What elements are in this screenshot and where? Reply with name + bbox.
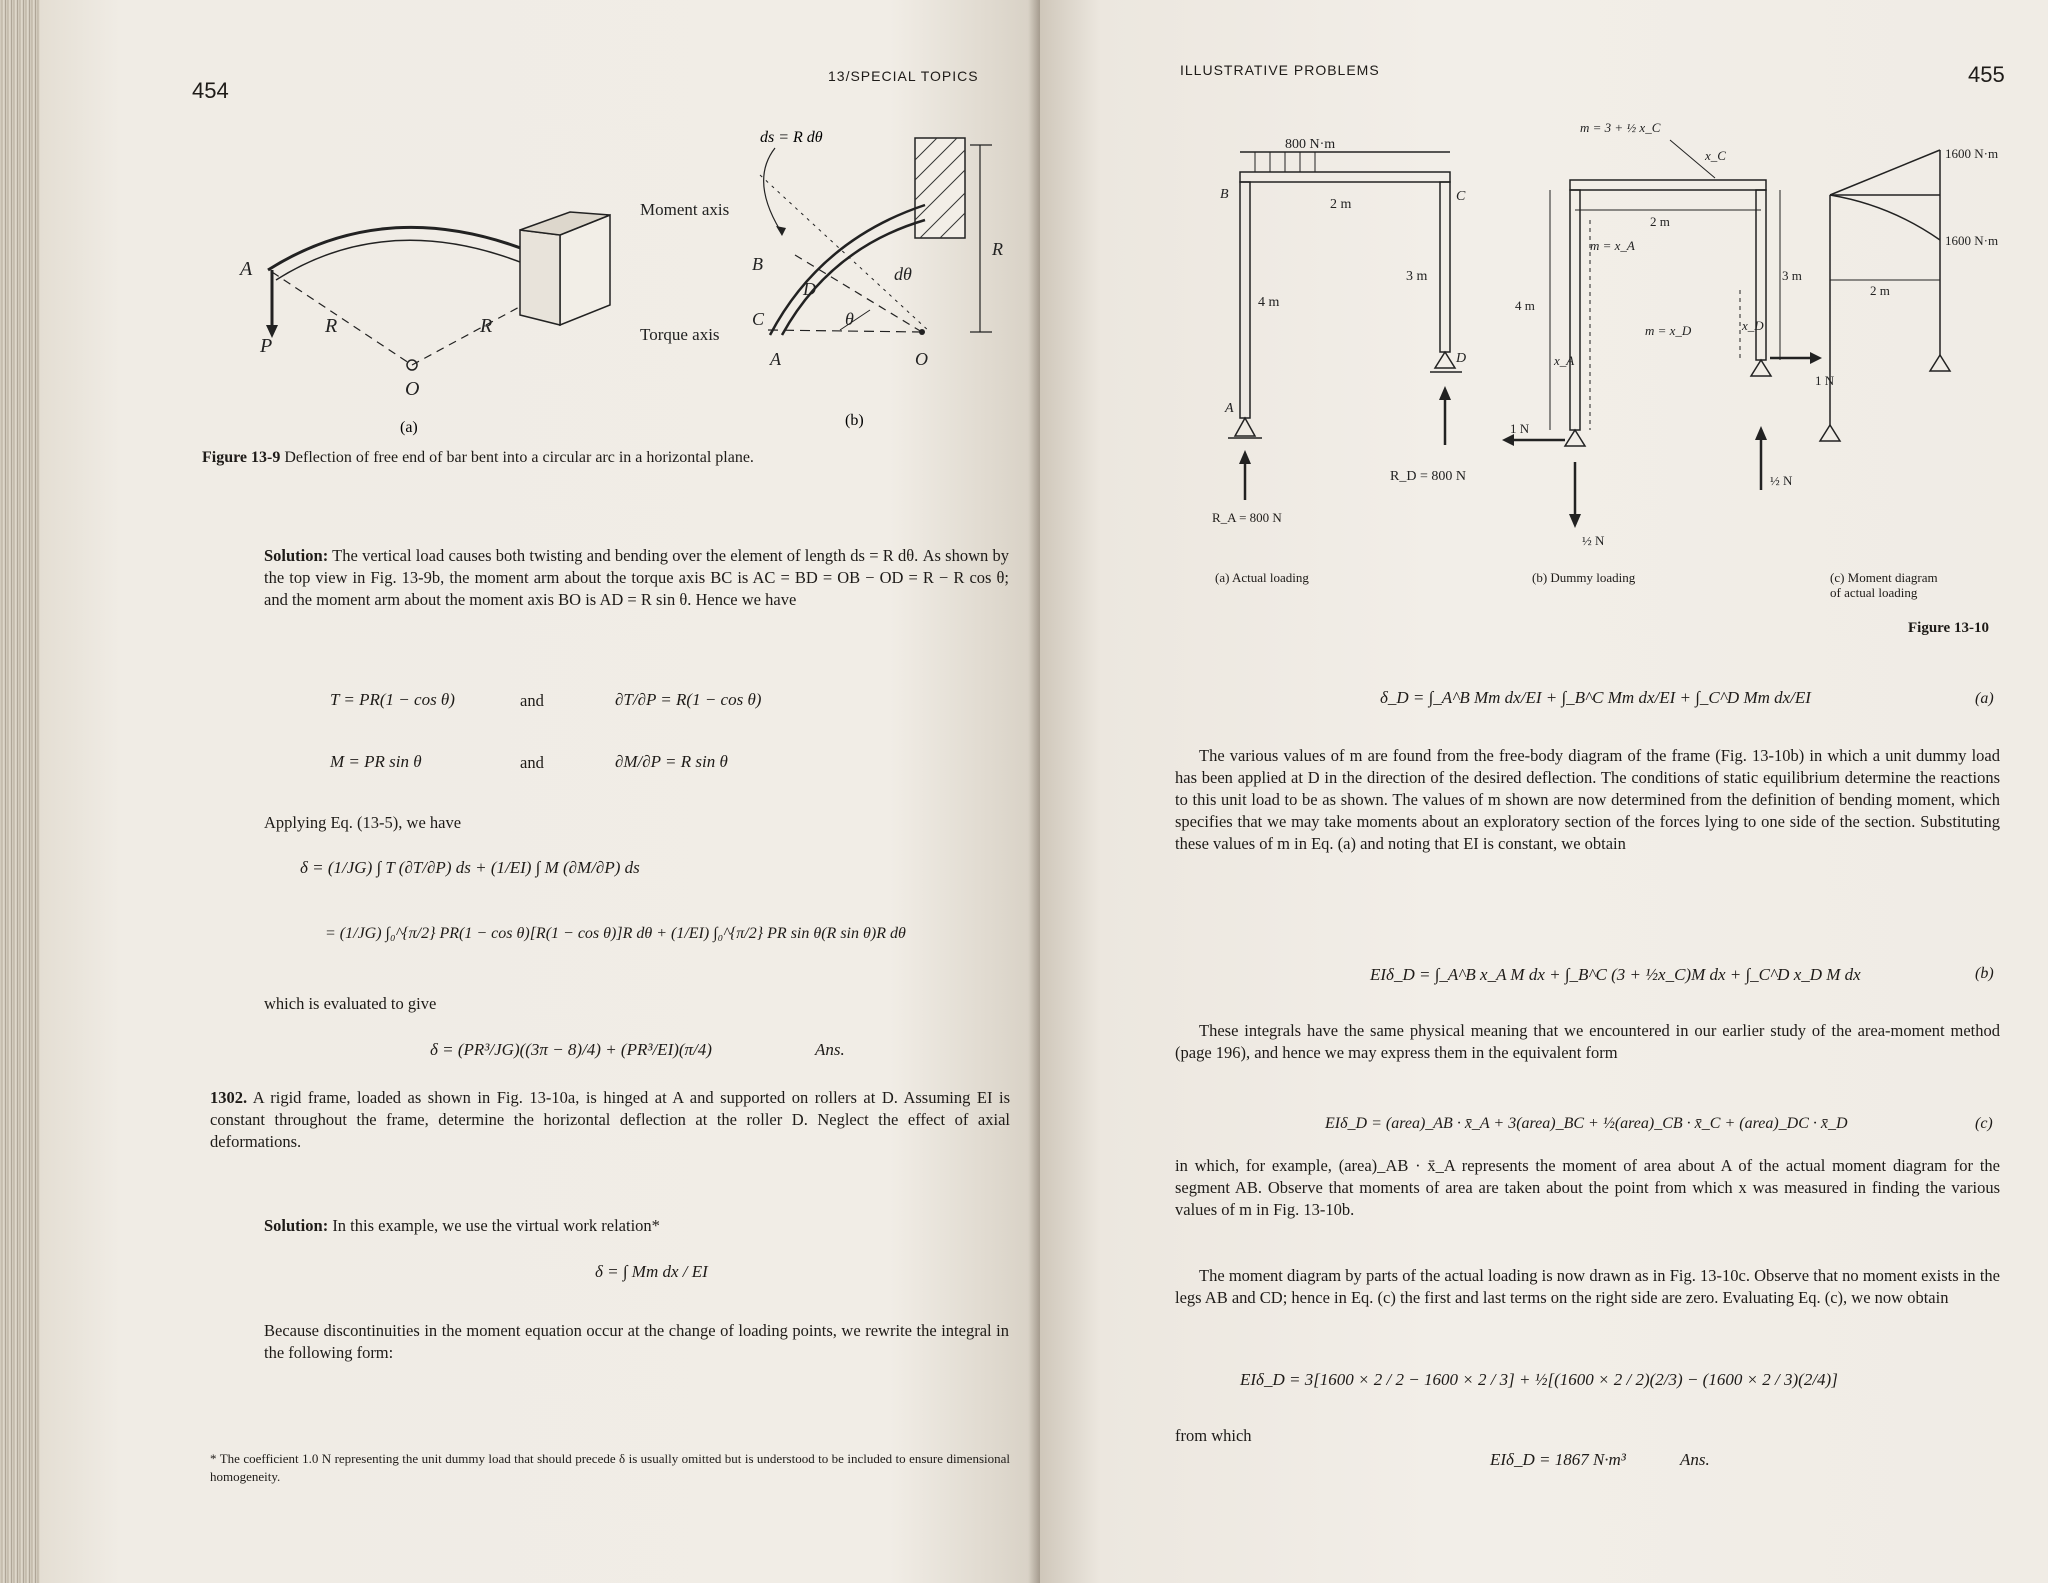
fig-b-label-A: A <box>770 349 781 369</box>
solution-paragraph <box>264 545 1009 611</box>
because-paragraph: Because discontinuities in the moment equation occur at the change of loading points, we rewrite the integral in the following form: <box>264 1321 1009 1362</box>
fig-10a-reaction-D: R_D = 800 N <box>1390 469 1466 484</box>
fig-b-label-C: C <box>752 309 765 329</box>
fig-10a-reaction-A: R_A = 800 N <box>1212 510 1282 525</box>
figure-13-10b <box>1470 100 1835 560</box>
figure-caption-label: Figure 13-9 <box>202 449 281 466</box>
figure-13-10-label: Figure 13-10 <box>1908 620 1989 636</box>
problem-1302 <box>210 1087 1010 1153</box>
equation-b: EIδ_D = ∫_A^B x_A M dx + ∫_B^C (3 + ½x_C)M dx + ∫_C^D x_D M dx <box>1370 965 1861 984</box>
problem-text: A rigid frame, loaded as shown in Fig. 13-10a, is hinged at A and supported on rollers at D. Assuming EI is constant throughout the frame, determine the horizontal deflection at the roller D. Neglect the effect of axial deformations. <box>210 1088 1011 1151</box>
fig-10b-load-half-N-left: ½ N <box>1582 533 1605 548</box>
fig-a-label-R2: R <box>480 315 493 337</box>
fig-b-label-R: R <box>992 239 1003 259</box>
answer-marker-right: Ans. <box>1680 1450 1710 1469</box>
fig-10b-label-xD: x_D <box>1742 318 1764 333</box>
fig-10c-caption-line1: (c) Moment diagram <box>1830 570 1938 585</box>
equation-delta-2: = (1/JG) ∫₀^{π/2} PR(1 − cos θ)[R(1 − cos θ)]R dθ + (1/EI) ∫₀^{π/2} PR sin θ(R sin θ)R dθ <box>325 925 906 942</box>
fig-a-label-P: P <box>260 335 273 357</box>
equation-c: EIδ_D = (area)_AB · x̄_A + 3(area)_BC + ½(area)_CB · x̄_C + (area)_DC · x̄_D <box>1325 1115 1848 1132</box>
fig-b-label-theta: θ <box>845 309 854 329</box>
equation-M: M = PR sin θ <box>330 752 422 771</box>
fig-10c-caption <box>1830 570 1938 600</box>
fig-10c-label-mid: 1600 N·m <box>1945 233 1999 248</box>
fig-10b-caption: (b) Dummy loading <box>1532 570 1636 585</box>
fig-b-label-dtheta: dθ <box>894 264 912 284</box>
fig-10b-load-half-N-right: ½ N <box>1770 473 1793 488</box>
equation-a-label: (a) <box>1975 690 1994 707</box>
fig-10a-label-A: A <box>1225 401 1234 416</box>
solution-2-text: In this example, we use the virtual work relation* <box>332 1216 660 1235</box>
paragraph-3: in which, for example, (area)_AB · x̄_A represents the moment of area about A of the actual moment diagram for the segment AB. Observe that moments of area are taken about the point from which x was measured in finding the various values of m in Fig. 13-10b. <box>1175 1156 2000 1219</box>
figure-13-9b <box>600 120 1040 440</box>
fig-10b-m-xD: m = x_D <box>1645 323 1692 338</box>
equation-final: EIδ_D = 1867 N·m³ <box>1490 1450 1626 1469</box>
fig-10c-dim-2m: 2 m <box>1870 283 1890 298</box>
figure-13-10c <box>1760 100 2040 460</box>
fig-10c-label-top: 1600 N·m <box>1945 146 1999 161</box>
equation-dM: ∂M/∂P = R sin θ <box>615 752 728 771</box>
fig-b-top-label: ds = R dθ <box>760 129 823 146</box>
fig-10a-dim-3m: 3 m <box>1406 269 1428 284</box>
fig-10a-load: 800 N·m <box>1285 137 1336 152</box>
left-page <box>40 0 1040 1583</box>
equation-virtual-work: δ = ∫ Mm dx / EI <box>595 1262 708 1281</box>
figure-13-9a <box>180 120 620 440</box>
fig-10b-m-xA: m = x_A <box>1590 238 1635 253</box>
fig-b-label-O: O <box>915 349 928 369</box>
fig-10b-load-1N-left: 1 N <box>1510 421 1530 436</box>
equation-a: δ_D = ∫_A^B Mm dx/EI + ∫_B^C Mm dx/EI + ∫_C^D Mm dx/EI <box>1380 688 1811 707</box>
problem-number: 1302. <box>210 1088 248 1107</box>
paragraph-2: These integrals have the same physical meaning that we encountered in our earlier study of the area-moment method (page 196), and hence we may express them in the equivalent form <box>1175 1021 2000 1062</box>
right-page <box>1040 0 2048 1583</box>
solution-2-label: Solution: <box>264 1216 329 1235</box>
equation-result: δ = (PR³/JG)((3π − 8)/4) + (PR³/EI)(π/4) <box>430 1040 712 1059</box>
applying-text: Applying Eq. (13-5), we have <box>264 813 462 832</box>
fig-10a-label-C: C <box>1456 189 1466 204</box>
fig-10a-label-B: B <box>1220 187 1229 202</box>
fig-a-panel-label: (a) <box>400 419 418 436</box>
paragraph-1: The various values of m are found from the free-body diagram of the frame (Fig. 13-10b) in which a unit dummy load has been applied at D in the direction of the desired deflection. The conditions of static equilibrium determine the reactions to this unit load to be as shown. The values of m shown are now determined from the definition of bending moment, which specifies that we may take moments about an exploratory section of the forces lying to one side of the section. Substituting these values of m in Eq. (a) and noting that EI is constant, we obtain <box>1175 746 2000 853</box>
book-page-edges <box>0 0 40 1583</box>
fig-10b-m-formula: m = 3 + ½ x_C <box>1580 120 1661 135</box>
fig-b-torque-axis: Torque axis <box>640 325 720 344</box>
running-head-right: ILLUSTRATIVE PROBLEMS <box>1180 62 1380 78</box>
fig-10b-load-1N-right: 1 N <box>1815 373 1835 388</box>
fig-10b-dim-2m: 2 m <box>1650 214 1670 229</box>
answer-marker: Ans. <box>815 1040 845 1059</box>
paragraph-4: The moment diagram by parts of the actual loading is now drawn as in Fig. 13-10c. Observe that no moment exists in the legs AB and CD; hence in Eq. (c) the first and last terms on the right side are zero. Evaluating Eq. (c), we now obtain <box>1175 1266 2000 1307</box>
fig-10a-dim-4m: 4 m <box>1258 295 1280 310</box>
fig-a-label-O: O <box>405 378 420 400</box>
equation-evaluation: EIδ_D = 3[1600 × 2 / 2 − 1600 × 2 / 3] + ½[(1600 × 2 / 2)(2/3) − (1600 × 2 / 3)(2/4)] <box>1240 1370 1838 1389</box>
equation-and-2: and <box>520 753 544 772</box>
equation-T: T = PR(1 − cos θ) <box>330 690 455 709</box>
fig-a-label-A: A <box>240 258 253 280</box>
equation-dT: ∂T/∂P = R(1 − cos θ) <box>615 690 762 709</box>
fig-10b-label-xC: x_C <box>1705 148 1726 163</box>
from-which-text: from which <box>1175 1426 1252 1445</box>
figure-caption-text: Deflection of free end of bar bent into a circular arc in a horizontal plane. <box>284 449 754 466</box>
fig-10b-label-xA: x_A <box>1554 353 1575 368</box>
fig-b-panel-label: (b) <box>845 412 864 429</box>
solution-label: Solution: <box>264 546 329 565</box>
fig-b-moment-axis: Moment axis <box>640 200 730 219</box>
figure-caption <box>202 448 1002 468</box>
fig-10a-caption: (a) Actual loading <box>1215 570 1309 585</box>
running-head: 13/SPECIAL TOPICS <box>828 68 979 84</box>
fig-10b-dim-4m: 4 m <box>1515 298 1535 313</box>
equation-and-1: and <box>520 691 544 710</box>
footnote: * The coefficient 1.0 N representing the unit dummy load that should precede δ is usually omitted but is understood to be included to ensure dimensional homogeneity. <box>210 1451 1010 1484</box>
equation-c-label: (c) <box>1975 1115 1993 1132</box>
fig-b-label-D: D <box>803 279 816 299</box>
fig-10a-label-D: D <box>1456 351 1467 366</box>
fig-b-label-B: B <box>752 254 763 274</box>
solution-text: The vertical load causes both twisting and bending over the element of length ds = R dθ. As shown by the top view in Fig. 13-9b, the moment arm about the torque axis BC is AC = BD = OB − OD = R − R cos θ; and the moment arm about the moment axis BO is AD = R sin θ. Hence we have <box>264 546 1010 609</box>
solution-2-paragraph <box>264 1215 1009 1237</box>
figure-13-10a <box>1190 100 1480 500</box>
fig-10b-dim-3m: 3 m <box>1782 268 1802 283</box>
page-number-right: 455 <box>1968 62 2005 87</box>
equation-delta-1: δ = (1/JG) ∫ T (∂T/∂P) ds + (1/EI) ∫ M (∂M/∂P) ds <box>300 858 640 877</box>
fig-10c-caption-line2: of actual loading <box>1830 585 1918 600</box>
fig-a-label-R1: R <box>325 315 338 337</box>
equation-b-label: (b) <box>1975 965 1994 982</box>
page-number: 454 <box>192 78 229 103</box>
evaluated-text: which is evaluated to give <box>264 994 437 1013</box>
fig-10a-dim-2m: 2 m <box>1330 197 1352 212</box>
